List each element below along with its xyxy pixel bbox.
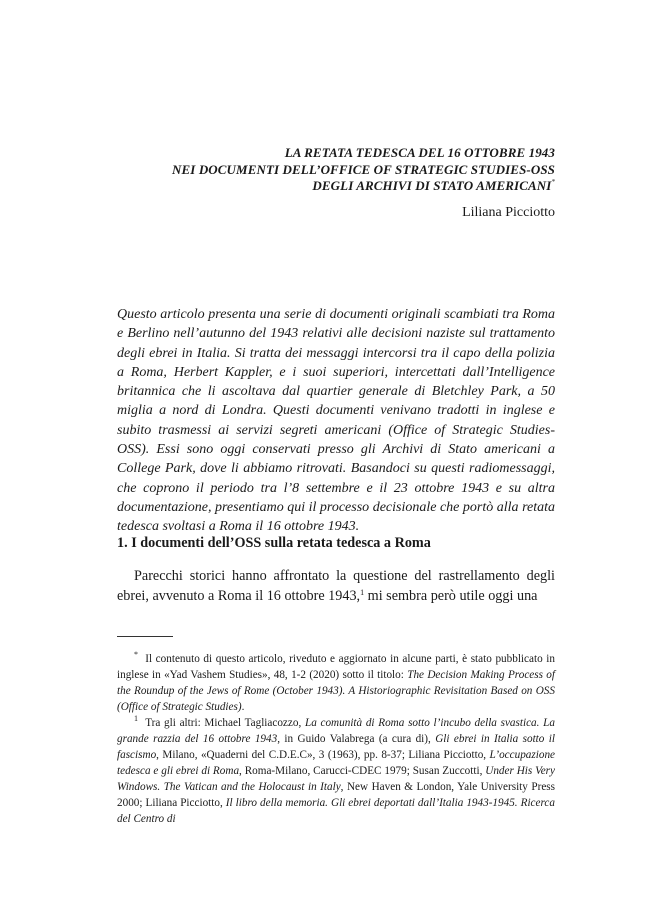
article-title bbox=[117, 145, 555, 195]
body-text-b: mi sembra però utile oggi una bbox=[364, 588, 538, 604]
footnote-1-italic-3: L’occupazione tedesca e gli ebrei di Roma bbox=[117, 749, 555, 777]
footnote-star-title: The Decision Making Process of the Roundup of the Jews of Rome (October 1943). A Historiographic Revisitation Based on OSS (Office of Strategic Studies) bbox=[117, 669, 556, 713]
title-footnote-mark[interactable]: * bbox=[551, 178, 555, 186]
footnote-star-mark: * bbox=[134, 650, 138, 659]
footnotes bbox=[117, 651, 555, 827]
title-line-2: NEI DOCUMENTI DELL’OFFICE OF STRATEGIC STUDIES-OSS bbox=[172, 161, 555, 177]
title-line-3 bbox=[117, 178, 555, 195]
footnote-separator bbox=[117, 636, 173, 637]
footnote-star-text-a: Il contenuto di questo articolo, riveduto e aggiornato in alcune parti, è stato pubblicato in inglese in «Yad Vashem Studies», 48, 1-2 (2020) sotto il titolo: bbox=[117, 653, 555, 681]
title-line-3-text: DEGLI ARCHIVI DI STATO AMERICANI bbox=[312, 178, 552, 193]
footnote-star bbox=[117, 651, 555, 715]
footnote-1-mark: 1 bbox=[134, 714, 138, 723]
footnote-1-part-1: Tra gli altri: Michael Tagliacozzo, bbox=[145, 717, 305, 729]
author-name: Liliana Picciotto bbox=[462, 205, 555, 220]
footnote-1-part-4: , Roma-Milano, Carucci-CDEC 1979; Susan Zuccotti, bbox=[239, 765, 486, 777]
footnote-1 bbox=[117, 715, 555, 827]
footnote-1-italic-1: La comunità di Roma sotto l’incubo della svastica. La grande razzia del 16 ottobre 1943 bbox=[117, 717, 555, 745]
footnote-1-part-3: , Milano, «Quaderni del C.D.E.C», 3 (1963), pp. 8-37; Liliana Picciotto, bbox=[156, 749, 490, 761]
footnote-1-italic-2: Gli ebrei in Italia sotto il fascismo bbox=[117, 733, 556, 761]
footnote-1-part-2: , in Guido Valabrega (a cura di), bbox=[277, 733, 436, 745]
footnote-1-italic-5: Il libro della memoria. Gli ebrei deportati dall’Italia 1943-1945. Ricerca del Centro di bbox=[117, 797, 555, 825]
footnote-1-italic-4: Under His Very Windows. The Vatican and the Holocaust in Italy bbox=[117, 765, 555, 793]
section-heading: 1. I documenti dell’OSS sulla retata tedesca a Roma bbox=[117, 535, 431, 551]
footnote-1-part-5: , New Haven & London, Yale University Press 2000; Liliana Picciotto, bbox=[117, 781, 556, 809]
footnote-star-text-b: . bbox=[241, 701, 245, 713]
body-text-a: Parecchi storici hanno affrontato la questione del rastrellamento degli ebrei, avvenuto a Roma il 16 ottobre 1943, bbox=[117, 568, 555, 604]
abstract: Questo articolo presenta una serie di documenti originali scambiati tra Roma e Berlino nell’autunno del 1943 relativi alle decisioni naziste sul trattamento degli ebrei in Italia. Si tratta dei messaggi intercorsi tra il capo della polizia a Roma, Herbert Kappler, e i suoi superiori, intercettati dall’Intelligence britannica che li ascoltava dal quartier generale di Bletchley Park, a 50 miglia a nord di Londra. Questi documenti venivano tradotti in inglese e subito trasmessi ai servizi segreti americani (Office of Strategic Studies-OSS). Essi sono oggi conservati presso gli Archivi di Stato americani a College Park, dove li abbiamo ritrovati. Basandoci su questi radiomessaggi, che coprono il periodo tra l’8 settembre e il 23 ottobre 1943 e su altra documentazione, presentiamo qui il processo decisionale che portò alla retata tedesca svoltasi a Roma il 16 ottobre 1943. bbox=[117, 307, 555, 535]
footnote-ref-1[interactable]: 1 bbox=[360, 588, 365, 597]
body-paragraph bbox=[117, 566, 555, 606]
title-line-1: LA RETATA TEDESCA DEL 16 OTTOBRE 1943 bbox=[284, 145, 555, 160]
